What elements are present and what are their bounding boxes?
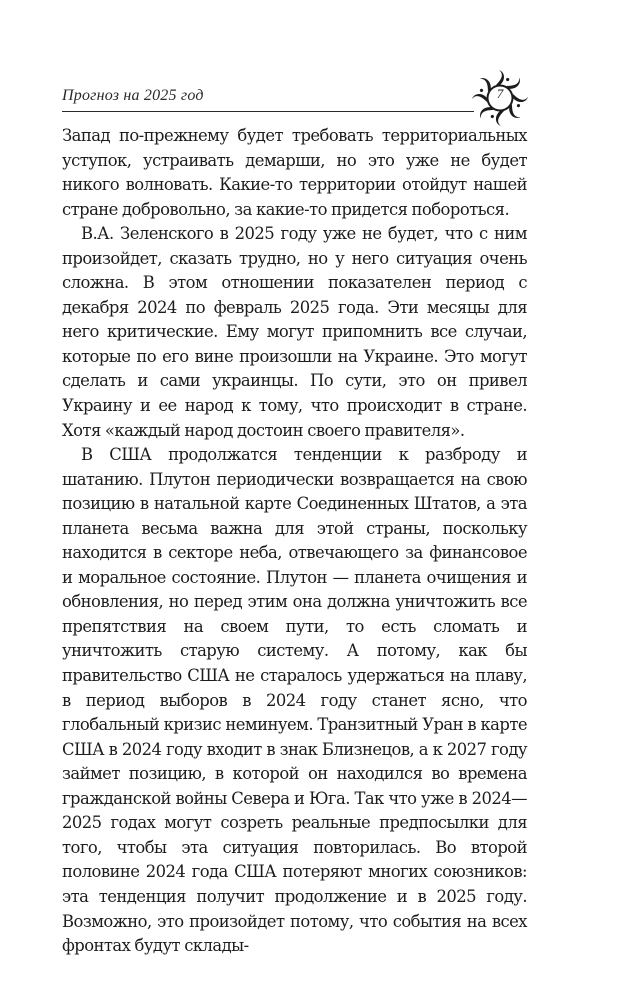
body-text xyxy=(62,124,527,959)
paragraph: В США продолжатся тенденции к разброду и шатанию. Плутон периодически возвращается на свою позицию в натальной карте Соединенных Штатов, а эта планета весьма важна для этой страны, поскольку находится в секторе неба, отвечающего за финансовое и моральное состояние. Плутон — планета очищения и обновления, но перед этим она должна уничтожить все препятствия на своем пути, то есть сломать и уничтожить старую систему. А потому, как бы правительство США не старалось удержаться на плаву, в период выборов в 2024 году станет ясно, что глобальный кризис неминуем. Транзитный Уран в карте США в 2024 году входит в знак Близнецов, а к 2027 году займет позицию, в которой он находился во времена гражданской войны Севера и Юга. Так что уже в 2024—2025 годах могут созреть реальные предпосылки для того, чтобы эта ситуация повторилась. Во второй половине 2024 года США потеряют многих союзников: эта тенденция получит продолжение и в 2025 году. Возможно, это произойдет потому, что события на всех фронтах будут склады- xyxy=(62,445,527,956)
paragraph: Запад по-прежнему будет требовать территориальных уступок, устраивать демарши, но это уже не будет никого волновать. Какие-то территории отойдут нашей стране добровольно, за какие-то придется побороться. xyxy=(62,126,527,219)
page-number: 7 xyxy=(496,86,504,101)
running-head-title: Прогноз на 2025 год xyxy=(62,87,204,104)
header-rule xyxy=(62,111,474,112)
paragraph: В.А. Зеленского в 2025 году уже не будет, что с ним произойдет, сказать трудно, но у него ситуация очень сложна. В этом отношении показателен период с декабря 2024 по февраль 2025 года. Эти месяцы для него критические. Ему могут припомнить все случаи, которые по его вине произошли на Украине. Это могут сделать и сами украинцы. По сути, это он привел Украину и ее народ к тому, что происходит в стране. Хотя «каждый народ достоин своего правителя». xyxy=(62,224,527,440)
